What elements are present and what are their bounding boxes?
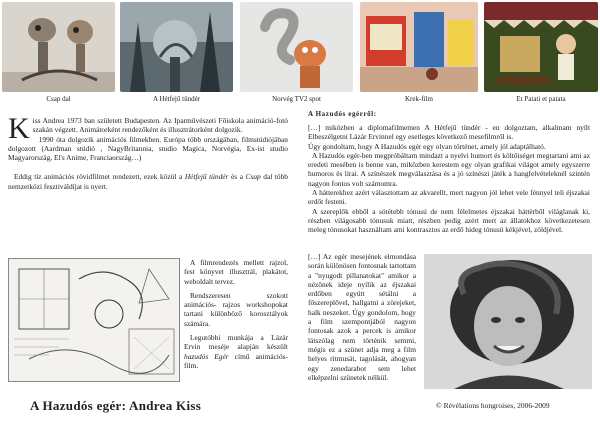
forest-scene-image [120, 2, 233, 92]
intro-paragraph-1: Kiss Andrea 1973 ban született Budapesten. Az Iparművészeti Főiskola animáció-fotó szakán végzett. Animátorként rendezőként és illusztrátorként dolgozik. [8, 112, 288, 145]
right-paragraph-2: Úgy gondoltam, hogy A Hazudós egér egy olyan történet, amely jól adaptálható. [308, 141, 546, 151]
portrait-photo [424, 254, 592, 389]
footer-title: A Hazudós egér: Andrea Kiss [30, 398, 202, 413]
cafe-scene-image [484, 2, 598, 92]
footer-copyright: © Révélations hongroises, 2006-2009 [436, 401, 550, 410]
right-paragraph-5: A szereplők ebből a sötétebb tónusú de nem félelmetes éjszakai háttérből világlanak ki, részben világosabb tónusuk miatt, részben pedig azért mert az állatokhoz következetesen meleg tónusokat használtam ami kontrasztos az erdő hideg tónusú kékjével, zöldjével. [308, 206, 590, 235]
caption-norveg-tv2: Norvég TV2 spot [272, 95, 321, 103]
sketch-side-text [184, 258, 288, 370]
thumb-hetfeju-tunder [120, 2, 233, 92]
intro-paragraph-2: 1990 óta dolgozik animációs filmekben. Európa több országában, filmstúdiójában dolgozott (Aardman stúdió , NagyBritannia, studio Magica, Norvégia, Ex-ist studio Magyarország, El's Anime, Franciaország…) [8, 134, 288, 163]
caption-csap-dal: Csap dal [46, 95, 71, 103]
intro-paragraph-3: Eddig tíz animációs rövidfilmet rendezett, ezek közül a Hétfejű tündér és a Csap dal több nemzetközi fesztiváldíjat is nyert. [8, 172, 289, 191]
section-label: A Hazudós egérről: [308, 110, 377, 118]
right-paragraph-1: […] miközben a diplomafilmemen A Hétfejű tündér - en dolgoztam, alkalmam nyílt Elbeszélgetni Lázár Ervinnel egy esetleges következő mesefilmről is. [308, 123, 590, 142]
pencil-sketch-image [9, 259, 179, 381]
right-paragraph-6: […] Az egér mesejének elmondása során különösen fontosnak tartottam a "nyugodt pillanatokat" amikor a nézőnek ideje nyílik az éjszakai erdőben együtt sétálni a főszereplővel, hallgatni a zörejeket, halk neszeket. Úgy gondolom, hogy a film szempontjából nagyon fontosak azok a percek is amikor látszólag nem történik semmi, mégis ez a szünet adja meg a film helyes ritmusát, tagolását, ahogyan egy zenedarabot sem lehet elképzelni szünetek nélkül. [308, 252, 416, 382]
street-stalls-image [360, 2, 478, 92]
dropcap-letter: K [8, 112, 30, 145]
caption-et-patati: Et Patati et patata [516, 95, 566, 103]
side-paragraph-2: Rendszeresen szokott animációs- rajzos workshopokat tartani különböző korosztályok számára. [184, 290, 288, 328]
portrait-image [424, 254, 592, 389]
thumb-krek-film [360, 2, 478, 92]
caption-krek-film: Krek-film [405, 95, 433, 103]
right-column-story-text [308, 252, 416, 382]
sketch-illustration [8, 258, 180, 382]
caption-hetfeju-tunder: A Hétfejű tündér [152, 95, 201, 103]
intro-text [8, 112, 289, 191]
side-paragraph-1: A filmrendezés mellett rajzol, fest könyvet illusztrál, plakátot, weboldalt tervez. [184, 258, 288, 286]
right-paragraph-4: A hátterekhez azért választottam az akvarellt, mert nagyon jól lehet vele fénnyel teli éjszakai erdőt festeni. [308, 188, 590, 207]
right-paragraph-3: A Hazudós egér-ben megpróbáltam mindazt a nyelvi humort és költőiséget megtartani ami az eredeti mesében is benne van, miközben kerestem egy olyan grafikai világot amely egyszerre humoros és lírai. A színészek megválasztása és a jó színészi játék a hangfelvételeknél szintén nagyon fontos volt számomra. [308, 150, 590, 188]
thumb-csap-dal [2, 2, 115, 92]
thumb-norveg-tv2 [240, 2, 353, 92]
thumb-et-patati [484, 2, 598, 92]
right-column-text [308, 123, 590, 235]
clay-character-image [240, 2, 353, 92]
puppet-figure-image [2, 2, 115, 92]
side-paragraph-3: Legutóbbi munkája a Lázár Ervin meséje alapján készült hazudós Egér című animációs-film. [184, 333, 288, 370]
